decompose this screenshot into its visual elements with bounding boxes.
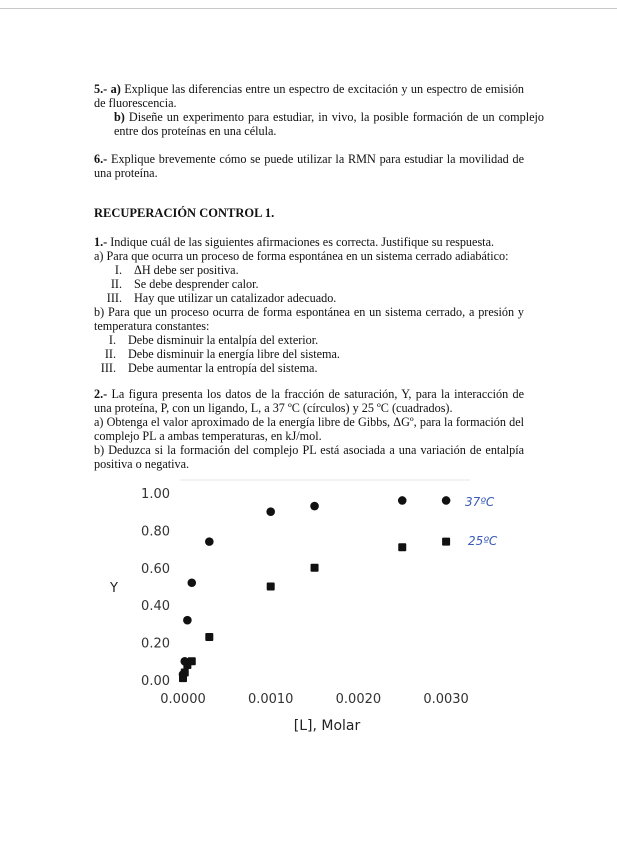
x-tick-labels [160, 692, 469, 707]
r1-a-item-text: Se debe desprender calor. [134, 277, 259, 291]
data-point-circle [398, 496, 407, 505]
data-point-circle [187, 578, 196, 587]
data-point-circle [266, 507, 275, 516]
roman-numeral: III. [100, 361, 116, 375]
q5-a-text: Explique las diferencias entre un espectro de excitación y un espectro de emisión de fluorescencia. [94, 82, 525, 111]
y-tick-label: 1.00 [141, 487, 170, 502]
series-37c [179, 496, 451, 679]
r1-b-item [88, 347, 340, 361]
q6 [94, 152, 524, 180]
r1-b-item [88, 361, 318, 375]
r1-intro-text: Indique cuál de las siguientes afirmaciones es correcta. Justifique su respuesta. [110, 235, 495, 249]
q5-b-label: b) [114, 110, 125, 124]
y-tick-label: 0.00 [141, 674, 170, 689]
r2-a-text: a) Obtenga el valor aproximado de la energía libre de Gibbs, ΔGº, para la formación del complejo PL a ambas temperaturas, en kJ/mol. [94, 415, 524, 444]
data-point-square [398, 543, 406, 551]
data-point-circle [205, 537, 214, 546]
r1-b-text: b) Para que un proceso ocurra de forma espontánea en un sistema cerrado, a presión y temperatura constantes: [94, 305, 524, 334]
y-tick-label: 0.60 [141, 561, 170, 577]
q5-b-text: Diseñe un experimento para estudiar, in vivo, la posible formación de un complejo entre dos proteínas en una célula. [114, 110, 545, 139]
saturation-chart [0, 470, 617, 750]
r1-intro [94, 235, 524, 249]
r1-b-item [88, 333, 318, 347]
y-axis-label: Y [110, 581, 118, 596]
data-point-square [267, 583, 275, 591]
data-point-square [181, 669, 189, 677]
r1-b-item-text: Debe disminuir la entalpía del exterior. [128, 333, 319, 347]
r1-b-item-text: Debe aumentar la entropía del sistema. [128, 361, 318, 375]
q5-part-b [94, 110, 544, 138]
x-tick-label: 0.0000 [160, 692, 206, 707]
q5-a-label: a) [110, 82, 121, 96]
legend-37c-label: 37ºC [465, 495, 495, 509]
x-axis-label: [L], Molar [293, 718, 361, 734]
y-tick-label: 0.20 [141, 636, 170, 652]
y-tick-label: 0.40 [141, 599, 170, 615]
r1-a-item [94, 263, 239, 277]
section-heading: RECUPERACIÓN CONTROL 1. [94, 206, 275, 220]
data-point-square [442, 538, 450, 546]
data-point-square [311, 564, 319, 572]
r1-a-item [94, 291, 336, 305]
roman-numeral: II. [110, 277, 122, 291]
x-tick-label: 0.0030 [423, 692, 469, 707]
data-point-circle [183, 616, 192, 625]
q6-text: Explique brevemente cómo se puede utilizar la RMN para estudiar la movilidad de una proteína. [94, 152, 524, 181]
data-point-circle [442, 496, 451, 505]
data-point-circle [310, 502, 319, 511]
x-tick-label: 0.0020 [335, 692, 382, 707]
r1-a-item-text: Hay que utilizar un catalizador adecuado. [134, 291, 337, 305]
r1-a-item-text: ΔH debe ser positiva. [134, 263, 239, 277]
q5-number: 5.- [94, 82, 108, 96]
roman-numeral: III. [106, 291, 122, 305]
x-tick-label: 0.0010 [247, 692, 294, 707]
roman-numeral: I. [108, 333, 116, 347]
series-25c [179, 538, 450, 683]
roman-numeral: I. [114, 263, 122, 277]
y-tick-label: 0.80 [141, 524, 170, 540]
r2-intro-text: La figura presenta los datos de la fracción de saturación, Y, para la interacción de una proteína, P, con un ligando, L, a 37 ºC (círculos) y 25 ºC (cuadrados). [94, 387, 524, 416]
r1-a-item [94, 277, 259, 291]
y-tick-labels [141, 487, 170, 689]
data-point-square [188, 657, 196, 665]
scan-edge-line [0, 8, 617, 9]
r2-b-text: b) Deduzca si la formación del complejo PL está asociada a una variación de entalpía positiva o negativa. [94, 443, 524, 472]
r1-number: 1.- [94, 235, 108, 249]
r2-number: 2.- [94, 387, 108, 401]
q6-number: 6.- [94, 152, 108, 166]
q5-part-a [94, 82, 524, 110]
data-point-square [205, 633, 213, 641]
r1-b-item-text: Debe disminuir la energía libre del sistema. [128, 347, 340, 361]
r1-a-text: a) Para que ocurra un proceso de forma espontánea en un sistema cerrado adiabático: [94, 249, 509, 263]
r2-intro [94, 387, 524, 415]
legend-25c-label: 25ºC [468, 534, 498, 548]
roman-numeral: II. [104, 347, 116, 361]
